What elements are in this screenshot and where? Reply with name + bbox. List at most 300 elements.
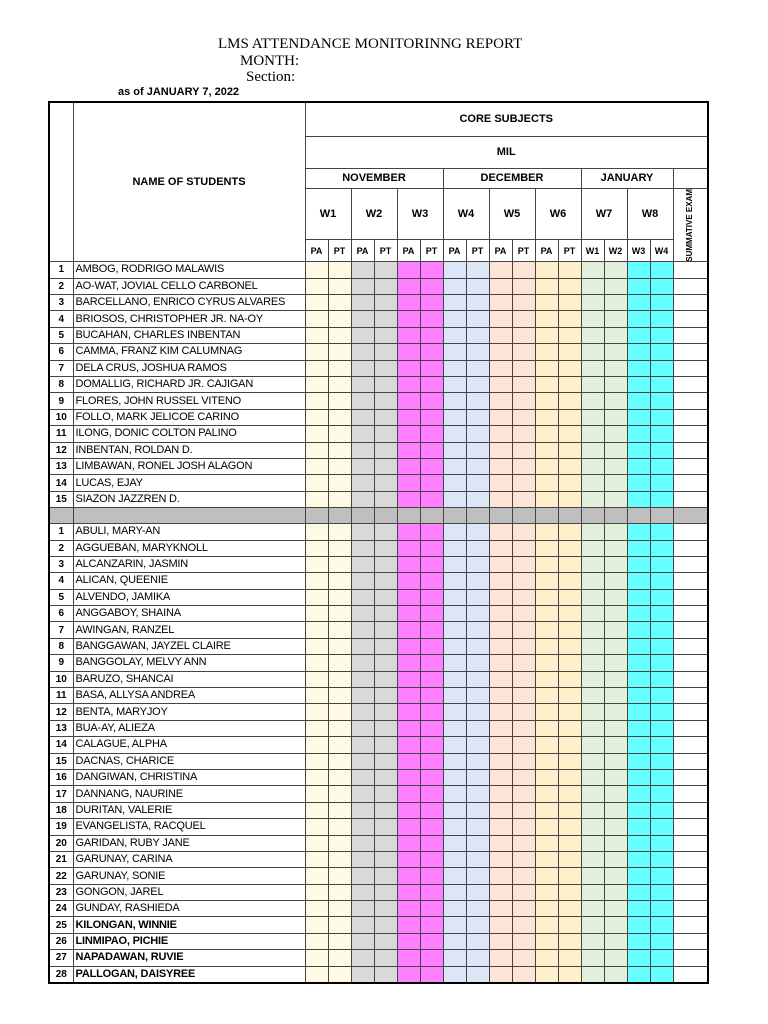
attendance-cell[interactable] xyxy=(328,966,351,983)
attendance-cell[interactable] xyxy=(328,622,351,638)
attendance-cell[interactable] xyxy=(650,540,673,556)
attendance-cell[interactable] xyxy=(305,688,328,704)
attendance-cell[interactable] xyxy=(328,901,351,917)
attendance-cell[interactable] xyxy=(558,262,581,278)
attendance-cell[interactable] xyxy=(512,573,535,589)
attendance-cell[interactable] xyxy=(627,426,650,442)
attendance-cell[interactable] xyxy=(374,786,397,802)
attendance-cell[interactable] xyxy=(374,802,397,818)
attendance-cell[interactable] xyxy=(535,262,558,278)
attendance-cell[interactable] xyxy=(420,295,443,311)
attendance-cell[interactable] xyxy=(535,376,558,392)
attendance-cell[interactable] xyxy=(374,606,397,622)
attendance-cell[interactable] xyxy=(673,589,708,605)
attendance-cell[interactable] xyxy=(627,917,650,933)
attendance-cell[interactable] xyxy=(466,819,489,835)
attendance-cell[interactable] xyxy=(328,720,351,736)
attendance-cell[interactable] xyxy=(305,917,328,933)
attendance-cell[interactable] xyxy=(581,344,604,360)
attendance-cell[interactable] xyxy=(351,540,374,556)
attendance-cell[interactable] xyxy=(443,688,466,704)
attendance-cell[interactable] xyxy=(397,933,420,949)
attendance-cell[interactable] xyxy=(351,851,374,867)
attendance-cell[interactable] xyxy=(328,769,351,785)
attendance-cell[interactable] xyxy=(466,262,489,278)
attendance-cell[interactable] xyxy=(305,295,328,311)
attendance-cell[interactable] xyxy=(443,737,466,753)
attendance-cell[interactable] xyxy=(650,753,673,769)
attendance-cell[interactable] xyxy=(581,704,604,720)
attendance-cell[interactable] xyxy=(581,589,604,605)
attendance-cell[interactable] xyxy=(351,589,374,605)
attendance-cell[interactable] xyxy=(443,917,466,933)
attendance-cell[interactable] xyxy=(558,671,581,687)
attendance-cell[interactable] xyxy=(443,655,466,671)
attendance-cell[interactable] xyxy=(558,802,581,818)
attendance-cell[interactable] xyxy=(581,442,604,458)
attendance-cell[interactable] xyxy=(627,524,650,540)
attendance-cell[interactable] xyxy=(374,835,397,851)
attendance-cell[interactable] xyxy=(489,950,512,966)
attendance-cell[interactable] xyxy=(397,819,420,835)
attendance-cell[interactable] xyxy=(558,360,581,376)
attendance-cell[interactable] xyxy=(305,278,328,294)
attendance-cell[interactable] xyxy=(535,311,558,327)
attendance-cell[interactable] xyxy=(673,393,708,409)
attendance-cell[interactable] xyxy=(650,426,673,442)
attendance-cell[interactable] xyxy=(558,769,581,785)
attendance-cell[interactable] xyxy=(558,491,581,507)
attendance-cell[interactable] xyxy=(374,327,397,343)
attendance-cell[interactable] xyxy=(673,409,708,425)
attendance-cell[interactable] xyxy=(466,802,489,818)
attendance-cell[interactable] xyxy=(581,950,604,966)
attendance-cell[interactable] xyxy=(489,819,512,835)
attendance-cell[interactable] xyxy=(650,671,673,687)
attendance-cell[interactable] xyxy=(305,606,328,622)
attendance-cell[interactable] xyxy=(305,933,328,949)
attendance-cell[interactable] xyxy=(397,360,420,376)
attendance-cell[interactable] xyxy=(535,278,558,294)
attendance-cell[interactable] xyxy=(535,524,558,540)
attendance-cell[interactable] xyxy=(558,884,581,900)
attendance-cell[interactable] xyxy=(351,884,374,900)
attendance-cell[interactable] xyxy=(305,311,328,327)
attendance-cell[interactable] xyxy=(328,606,351,622)
attendance-cell[interactable] xyxy=(581,278,604,294)
attendance-cell[interactable] xyxy=(627,278,650,294)
attendance-cell[interactable] xyxy=(351,327,374,343)
attendance-cell[interactable] xyxy=(558,819,581,835)
attendance-cell[interactable] xyxy=(374,295,397,311)
attendance-cell[interactable] xyxy=(604,442,627,458)
attendance-cell[interactable] xyxy=(466,704,489,720)
attendance-cell[interactable] xyxy=(351,311,374,327)
attendance-cell[interactable] xyxy=(351,786,374,802)
attendance-cell[interactable] xyxy=(420,327,443,343)
attendance-cell[interactable] xyxy=(581,720,604,736)
attendance-cell[interactable] xyxy=(627,540,650,556)
attendance-cell[interactable] xyxy=(581,540,604,556)
attendance-cell[interactable] xyxy=(489,638,512,654)
attendance-cell[interactable] xyxy=(397,589,420,605)
attendance-cell[interactable] xyxy=(351,442,374,458)
attendance-cell[interactable] xyxy=(673,950,708,966)
attendance-cell[interactable] xyxy=(443,933,466,949)
attendance-cell[interactable] xyxy=(512,966,535,983)
attendance-cell[interactable] xyxy=(397,556,420,572)
attendance-cell[interactable] xyxy=(535,950,558,966)
attendance-cell[interactable] xyxy=(305,409,328,425)
attendance-cell[interactable] xyxy=(351,426,374,442)
attendance-cell[interactable] xyxy=(489,589,512,605)
attendance-cell[interactable] xyxy=(673,884,708,900)
attendance-cell[interactable] xyxy=(627,933,650,949)
attendance-cell[interactable] xyxy=(420,393,443,409)
attendance-cell[interactable] xyxy=(650,655,673,671)
attendance-cell[interactable] xyxy=(374,917,397,933)
attendance-cell[interactable] xyxy=(466,491,489,507)
attendance-cell[interactable] xyxy=(535,622,558,638)
attendance-cell[interactable] xyxy=(420,655,443,671)
attendance-cell[interactable] xyxy=(604,458,627,474)
attendance-cell[interactable] xyxy=(489,524,512,540)
attendance-cell[interactable] xyxy=(489,278,512,294)
attendance-cell[interactable] xyxy=(351,802,374,818)
attendance-cell[interactable] xyxy=(512,262,535,278)
attendance-cell[interactable] xyxy=(328,262,351,278)
attendance-cell[interactable] xyxy=(489,688,512,704)
attendance-cell[interactable] xyxy=(328,409,351,425)
attendance-cell[interactable] xyxy=(305,901,328,917)
attendance-cell[interactable] xyxy=(443,327,466,343)
attendance-cell[interactable] xyxy=(443,786,466,802)
attendance-cell[interactable] xyxy=(397,901,420,917)
attendance-cell[interactable] xyxy=(650,638,673,654)
attendance-cell[interactable] xyxy=(512,950,535,966)
attendance-cell[interactable] xyxy=(650,344,673,360)
attendance-cell[interactable] xyxy=(397,573,420,589)
attendance-cell[interactable] xyxy=(374,671,397,687)
attendance-cell[interactable] xyxy=(581,426,604,442)
attendance-cell[interactable] xyxy=(581,851,604,867)
attendance-cell[interactable] xyxy=(581,901,604,917)
attendance-cell[interactable] xyxy=(512,606,535,622)
attendance-cell[interactable] xyxy=(351,638,374,654)
attendance-cell[interactable] xyxy=(627,851,650,867)
attendance-cell[interactable] xyxy=(305,638,328,654)
attendance-cell[interactable] xyxy=(581,737,604,753)
attendance-cell[interactable] xyxy=(397,851,420,867)
attendance-cell[interactable] xyxy=(627,688,650,704)
attendance-cell[interactable] xyxy=(512,933,535,949)
attendance-cell[interactable] xyxy=(374,753,397,769)
attendance-cell[interactable] xyxy=(374,933,397,949)
attendance-cell[interactable] xyxy=(466,769,489,785)
attendance-cell[interactable] xyxy=(420,704,443,720)
attendance-cell[interactable] xyxy=(328,671,351,687)
attendance-cell[interactable] xyxy=(328,704,351,720)
attendance-cell[interactable] xyxy=(650,491,673,507)
attendance-cell[interactable] xyxy=(558,901,581,917)
attendance-cell[interactable] xyxy=(650,606,673,622)
attendance-cell[interactable] xyxy=(420,802,443,818)
attendance-cell[interactable] xyxy=(627,655,650,671)
attendance-cell[interactable] xyxy=(489,475,512,491)
attendance-cell[interactable] xyxy=(604,327,627,343)
attendance-cell[interactable] xyxy=(650,409,673,425)
attendance-cell[interactable] xyxy=(466,720,489,736)
attendance-cell[interactable] xyxy=(466,540,489,556)
attendance-cell[interactable] xyxy=(374,901,397,917)
attendance-cell[interactable] xyxy=(351,704,374,720)
attendance-cell[interactable] xyxy=(535,344,558,360)
attendance-cell[interactable] xyxy=(305,851,328,867)
attendance-cell[interactable] xyxy=(305,458,328,474)
attendance-cell[interactable] xyxy=(443,704,466,720)
attendance-cell[interactable] xyxy=(604,966,627,983)
attendance-cell[interactable] xyxy=(351,295,374,311)
attendance-cell[interactable] xyxy=(558,311,581,327)
attendance-cell[interactable] xyxy=(673,753,708,769)
attendance-cell[interactable] xyxy=(512,622,535,638)
attendance-cell[interactable] xyxy=(512,769,535,785)
attendance-cell[interactable] xyxy=(420,622,443,638)
attendance-cell[interactable] xyxy=(397,311,420,327)
attendance-cell[interactable] xyxy=(305,589,328,605)
attendance-cell[interactable] xyxy=(443,884,466,900)
attendance-cell[interactable] xyxy=(650,720,673,736)
attendance-cell[interactable] xyxy=(558,868,581,884)
attendance-cell[interactable] xyxy=(328,344,351,360)
attendance-cell[interactable] xyxy=(512,655,535,671)
attendance-cell[interactable] xyxy=(466,622,489,638)
attendance-cell[interactable] xyxy=(397,622,420,638)
attendance-cell[interactable] xyxy=(466,278,489,294)
attendance-cell[interactable] xyxy=(466,556,489,572)
attendance-cell[interactable] xyxy=(604,704,627,720)
attendance-cell[interactable] xyxy=(420,917,443,933)
attendance-cell[interactable] xyxy=(604,573,627,589)
attendance-cell[interactable] xyxy=(466,950,489,966)
attendance-cell[interactable] xyxy=(558,966,581,983)
attendance-cell[interactable] xyxy=(328,950,351,966)
attendance-cell[interactable] xyxy=(604,344,627,360)
attendance-cell[interactable] xyxy=(627,327,650,343)
attendance-cell[interactable] xyxy=(466,311,489,327)
attendance-cell[interactable] xyxy=(489,802,512,818)
attendance-cell[interactable] xyxy=(604,655,627,671)
attendance-cell[interactable] xyxy=(328,655,351,671)
attendance-cell[interactable] xyxy=(512,819,535,835)
attendance-cell[interactable] xyxy=(351,933,374,949)
attendance-cell[interactable] xyxy=(604,884,627,900)
attendance-cell[interactable] xyxy=(397,458,420,474)
attendance-cell[interactable] xyxy=(443,606,466,622)
attendance-cell[interactable] xyxy=(374,868,397,884)
attendance-cell[interactable] xyxy=(535,753,558,769)
attendance-cell[interactable] xyxy=(673,295,708,311)
attendance-cell[interactable] xyxy=(420,786,443,802)
attendance-cell[interactable] xyxy=(305,835,328,851)
attendance-cell[interactable] xyxy=(374,524,397,540)
attendance-cell[interactable] xyxy=(374,769,397,785)
attendance-cell[interactable] xyxy=(650,589,673,605)
attendance-cell[interactable] xyxy=(420,638,443,654)
attendance-cell[interactable] xyxy=(673,638,708,654)
attendance-cell[interactable] xyxy=(397,884,420,900)
attendance-cell[interactable] xyxy=(374,278,397,294)
attendance-cell[interactable] xyxy=(328,426,351,442)
attendance-cell[interactable] xyxy=(535,917,558,933)
attendance-cell[interactable] xyxy=(305,622,328,638)
attendance-cell[interactable] xyxy=(558,426,581,442)
attendance-cell[interactable] xyxy=(351,688,374,704)
attendance-cell[interactable] xyxy=(328,737,351,753)
attendance-cell[interactable] xyxy=(374,638,397,654)
attendance-cell[interactable] xyxy=(650,917,673,933)
attendance-cell[interactable] xyxy=(351,393,374,409)
attendance-cell[interactable] xyxy=(443,802,466,818)
attendance-cell[interactable] xyxy=(443,311,466,327)
attendance-cell[interactable] xyxy=(581,491,604,507)
attendance-cell[interactable] xyxy=(581,622,604,638)
attendance-cell[interactable] xyxy=(558,655,581,671)
attendance-cell[interactable] xyxy=(328,835,351,851)
attendance-cell[interactable] xyxy=(420,344,443,360)
attendance-cell[interactable] xyxy=(420,671,443,687)
attendance-cell[interactable] xyxy=(581,802,604,818)
attendance-cell[interactable] xyxy=(650,769,673,785)
attendance-cell[interactable] xyxy=(558,278,581,294)
attendance-cell[interactable] xyxy=(627,556,650,572)
attendance-cell[interactable] xyxy=(443,638,466,654)
attendance-cell[interactable] xyxy=(489,606,512,622)
attendance-cell[interactable] xyxy=(351,655,374,671)
attendance-cell[interactable] xyxy=(673,556,708,572)
attendance-cell[interactable] xyxy=(650,966,673,983)
attendance-cell[interactable] xyxy=(627,819,650,835)
attendance-cell[interactable] xyxy=(328,786,351,802)
attendance-cell[interactable] xyxy=(305,262,328,278)
attendance-cell[interactable] xyxy=(604,540,627,556)
attendance-cell[interactable] xyxy=(558,851,581,867)
attendance-cell[interactable] xyxy=(558,786,581,802)
attendance-cell[interactable] xyxy=(558,327,581,343)
attendance-cell[interactable] xyxy=(420,753,443,769)
attendance-cell[interactable] xyxy=(351,966,374,983)
attendance-cell[interactable] xyxy=(673,917,708,933)
attendance-cell[interactable] xyxy=(650,802,673,818)
attendance-cell[interactable] xyxy=(581,475,604,491)
attendance-cell[interactable] xyxy=(489,917,512,933)
attendance-cell[interactable] xyxy=(397,655,420,671)
attendance-cell[interactable] xyxy=(627,311,650,327)
attendance-cell[interactable] xyxy=(535,737,558,753)
attendance-cell[interactable] xyxy=(604,753,627,769)
attendance-cell[interactable] xyxy=(558,950,581,966)
attendance-cell[interactable] xyxy=(443,622,466,638)
attendance-cell[interactable] xyxy=(420,933,443,949)
attendance-cell[interactable] xyxy=(535,589,558,605)
attendance-cell[interactable] xyxy=(489,622,512,638)
attendance-cell[interactable] xyxy=(604,835,627,851)
attendance-cell[interactable] xyxy=(420,769,443,785)
attendance-cell[interactable] xyxy=(351,458,374,474)
attendance-cell[interactable] xyxy=(374,393,397,409)
attendance-cell[interactable] xyxy=(420,884,443,900)
attendance-cell[interactable] xyxy=(466,376,489,392)
attendance-cell[interactable] xyxy=(466,295,489,311)
attendance-cell[interactable] xyxy=(443,426,466,442)
attendance-cell[interactable] xyxy=(650,262,673,278)
attendance-cell[interactable] xyxy=(466,638,489,654)
attendance-cell[interactable] xyxy=(328,573,351,589)
attendance-cell[interactable] xyxy=(420,573,443,589)
attendance-cell[interactable] xyxy=(351,360,374,376)
attendance-cell[interactable] xyxy=(581,933,604,949)
attendance-cell[interactable] xyxy=(420,966,443,983)
attendance-cell[interactable] xyxy=(650,556,673,572)
attendance-cell[interactable] xyxy=(581,458,604,474)
attendance-cell[interactable] xyxy=(489,556,512,572)
attendance-cell[interactable] xyxy=(650,819,673,835)
attendance-cell[interactable] xyxy=(558,638,581,654)
attendance-cell[interactable] xyxy=(512,442,535,458)
attendance-cell[interactable] xyxy=(374,688,397,704)
attendance-cell[interactable] xyxy=(466,901,489,917)
attendance-cell[interactable] xyxy=(673,737,708,753)
attendance-cell[interactable] xyxy=(305,884,328,900)
attendance-cell[interactable] xyxy=(328,278,351,294)
attendance-cell[interactable] xyxy=(650,393,673,409)
attendance-cell[interactable] xyxy=(420,278,443,294)
attendance-cell[interactable] xyxy=(673,327,708,343)
attendance-cell[interactable] xyxy=(466,851,489,867)
attendance-cell[interactable] xyxy=(627,573,650,589)
attendance-cell[interactable] xyxy=(305,868,328,884)
attendance-cell[interactable] xyxy=(328,868,351,884)
attendance-cell[interactable] xyxy=(581,917,604,933)
attendance-cell[interactable] xyxy=(443,475,466,491)
attendance-cell[interactable] xyxy=(466,524,489,540)
attendance-cell[interactable] xyxy=(489,573,512,589)
attendance-cell[interactable] xyxy=(512,458,535,474)
attendance-cell[interactable] xyxy=(558,376,581,392)
attendance-cell[interactable] xyxy=(466,606,489,622)
attendance-cell[interactable] xyxy=(673,688,708,704)
attendance-cell[interactable] xyxy=(420,426,443,442)
attendance-cell[interactable] xyxy=(305,819,328,835)
attendance-cell[interactable] xyxy=(627,475,650,491)
attendance-cell[interactable] xyxy=(489,442,512,458)
attendance-cell[interactable] xyxy=(466,737,489,753)
attendance-cell[interactable] xyxy=(581,884,604,900)
attendance-cell[interactable] xyxy=(673,835,708,851)
attendance-cell[interactable] xyxy=(374,589,397,605)
attendance-cell[interactable] xyxy=(650,835,673,851)
attendance-cell[interactable] xyxy=(627,409,650,425)
attendance-cell[interactable] xyxy=(535,851,558,867)
attendance-cell[interactable] xyxy=(558,917,581,933)
attendance-cell[interactable] xyxy=(673,573,708,589)
attendance-cell[interactable] xyxy=(397,491,420,507)
attendance-cell[interactable] xyxy=(604,589,627,605)
attendance-cell[interactable] xyxy=(558,720,581,736)
attendance-cell[interactable] xyxy=(443,458,466,474)
attendance-cell[interactable] xyxy=(328,589,351,605)
attendance-cell[interactable] xyxy=(535,868,558,884)
